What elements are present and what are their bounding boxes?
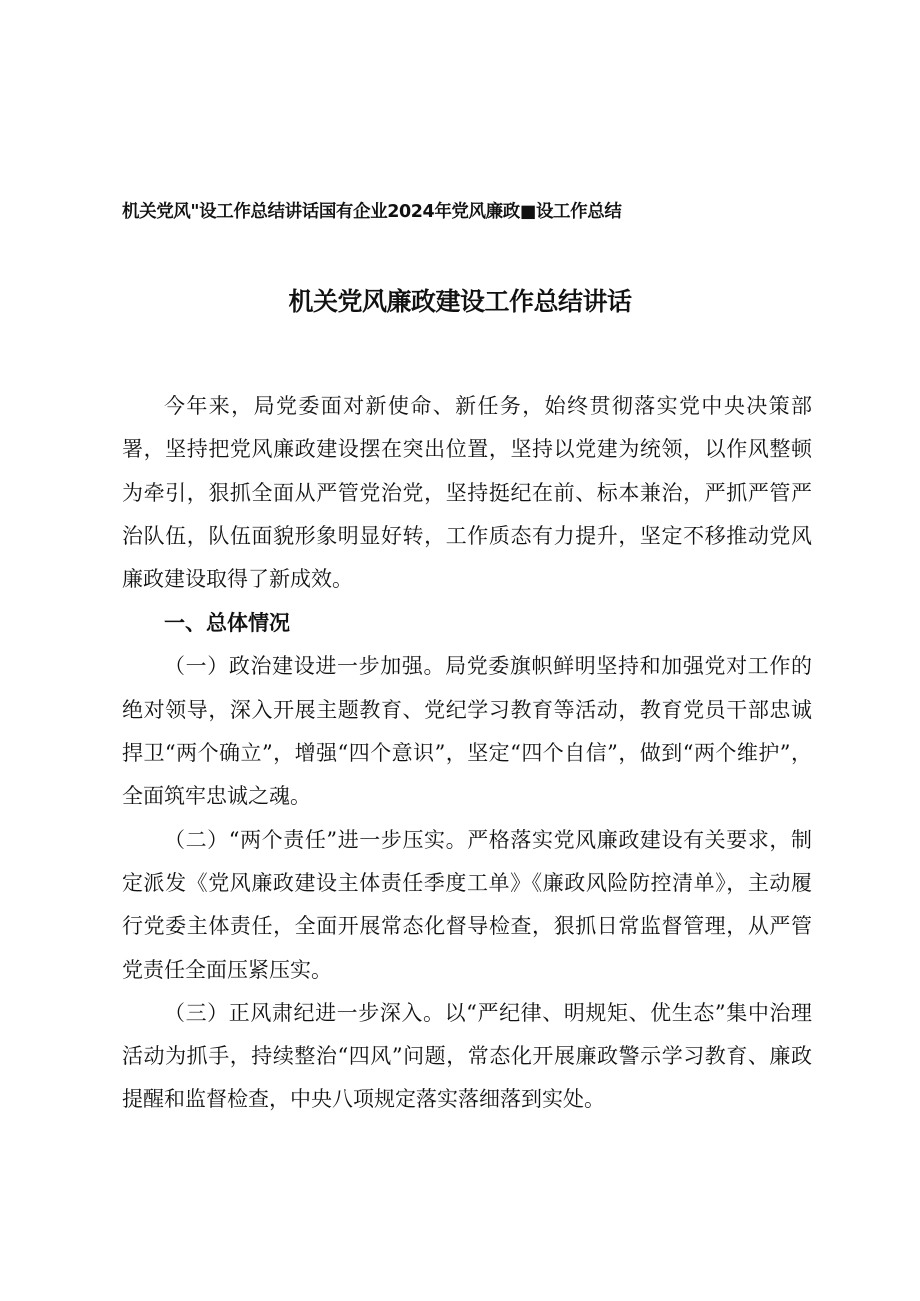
section-heading: 一、总体情况 (164, 611, 290, 636)
document-header-line: 机关党风"设工作总结讲话国有企业2024年党风廉政■设工作总结 (122, 202, 622, 222)
intro-paragraph: 今年来，局党委面对新使命、新任务，始终贯彻落实党中央决策部署，坚持把党风廉政建设摆在突出位置，坚持以党建为统领，以作风整顿为牵引，狠抓全面从严管党治党，坚持挺纪在前、标本兼治，严抓严管严治队伍，队伍面貌形象明显好转，工作质态有力提升，坚定不移推动党风廉政建设取得了新成效。 (122, 394, 812, 592)
document-body (122, 385, 812, 1122)
paragraph-two-responsibilities: （二）“两个责任”进一步压实。严格落实党风廉政建设有关要求，制定派发《党风廉政建设主体责任季度工单》《廉政风险防控清单》，主动履行党委主体责任，全面开展常态化督导检查，狠抓日常监督管理，从严管党责任全面压紧压实。 (122, 827, 812, 982)
paragraph-political-construction: （一）政治建设进一步加强。局党委旗帜鲜明坚持和加强党对工作的绝对领导，深入开展主题教育、党纪学习教育等活动，教育党员干部忠诚捍卫“两个确立”，增强“四个意识”，坚定“四个自信”，做到“两个维护”，全面筑牢忠诚之魂。 (122, 654, 812, 809)
document-title: 机关党风廉政建设工作总结讲话 (288, 287, 632, 316)
paragraph-discipline-rectification: （三）正风肃纪进一步深入。以“严纪律、明规矩、优生态”集中治理活动为抓手，持续整治“四风”问题，常态化开展廉政警示学习教育、廉政提醒和监督检查，中央八项规定落实落细落到实处。 (122, 1000, 812, 1112)
